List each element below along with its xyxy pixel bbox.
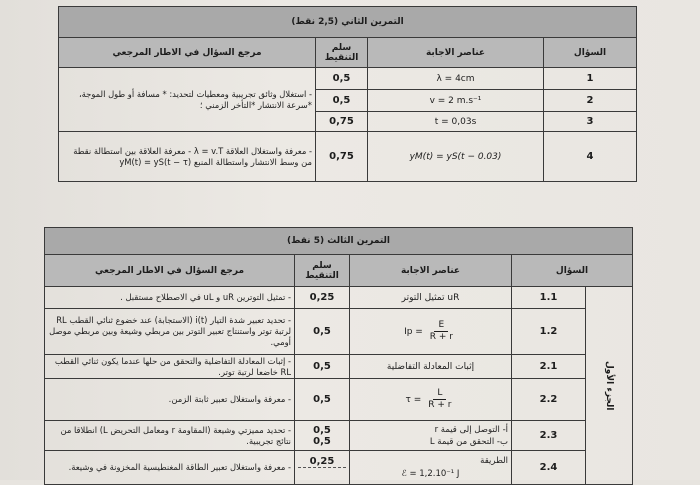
- points-b: 0,5: [313, 435, 331, 447]
- fraction: [426, 320, 457, 343]
- points-cell: 0,25: [295, 287, 350, 309]
- header-points: سلم التنقيط: [295, 255, 350, 287]
- header-question: السؤال: [512, 255, 633, 287]
- fraction-denominator: R + r: [428, 400, 452, 410]
- ref-block-2: - معرفة واستغلال العلاقة λ = v.T - معرفة العلاقة بين استطالة نقطة من وسط الانتشار واستطالة المنبع yM(t) = yS(t − τ): [59, 132, 316, 182]
- points-cell: 0,5: [295, 355, 350, 379]
- answer-cell: تمثيل التوتر uR: [350, 287, 512, 309]
- question-number: 2.3: [512, 421, 586, 451]
- header-answers: عناصر الاجابة: [350, 255, 512, 287]
- points-cell: 0,5: [316, 90, 368, 112]
- answer-lhs: Ip =: [404, 327, 423, 337]
- fraction-numerator: E: [434, 320, 448, 332]
- answer-cell: [350, 309, 512, 355]
- exercise2-table: [58, 6, 637, 182]
- question-number: 2.2: [512, 379, 586, 421]
- points-cell: [295, 451, 350, 485]
- points-cell: 0,75: [316, 132, 368, 182]
- answer-cell: t = 0,03s: [368, 112, 544, 132]
- answer-cell: إثبات المعادلة التفاضلية: [350, 355, 512, 379]
- answer-cell: v = 2 m.s⁻¹: [368, 90, 544, 112]
- points-b: [298, 467, 346, 480]
- exercise3-title: التمرين الثالث (5 نقط): [45, 228, 633, 255]
- question-number: 1: [544, 68, 637, 90]
- fraction-denominator: R + r: [429, 332, 453, 342]
- exercise3-table: [44, 227, 633, 485]
- answer-cell: [350, 451, 512, 485]
- question-number: 4: [544, 132, 637, 182]
- exercise2-title: التمرين الثاني (2,5 نقط): [59, 7, 637, 38]
- points-cell: 0,5: [295, 309, 350, 355]
- question-number: 2: [544, 90, 637, 112]
- answer-lhs: τ =: [405, 395, 422, 405]
- points-cell: [295, 421, 350, 451]
- points-cell: 0,5: [316, 68, 368, 90]
- header-points: سلم التنقيط: [316, 38, 368, 68]
- answer-cell: [350, 421, 512, 451]
- header-question: السؤال: [544, 38, 637, 68]
- question-number: 2.4: [512, 451, 586, 485]
- ref-cell: - تمثيل التوترين uR و uL في الاصطلاح مستقبل .: [45, 287, 295, 309]
- question-number: 3: [544, 112, 637, 132]
- answer-b: ℰ = 1,2.10⁻¹ J: [401, 468, 460, 479]
- header-ref: مرجع السؤال في الاطار المرجعي: [59, 38, 316, 68]
- fraction-numerator: L: [433, 388, 446, 400]
- fraction: [424, 388, 455, 411]
- answer-cell: [350, 379, 512, 421]
- ref-cell: - معرفة واستغلال تعبير الطاقة المغنطيسية المخزونة في وشيعة.: [45, 451, 295, 485]
- answer-a: أ- التوصل إلى قيمة r: [434, 424, 508, 435]
- points-cell: 0,5: [295, 379, 350, 421]
- points-a: 0,25: [309, 455, 335, 467]
- ref-cell: - تحديد مميزتي وشيعة (المقاومة r ومعامل التحريض L) انطلاقا من نتائج تجريبية.: [45, 421, 295, 451]
- points-a: 0,5: [313, 424, 331, 436]
- points-cell: 0,75: [316, 112, 368, 132]
- ref-cell: - تحديد تعبير شدة التيار i(t) (الاستجابة) عند خضوع ثنائي القطب RL لرتبة توتر واستنتاج تعبير التوتر بين مربطي وشيعة وبين مربطي موصل أومي.: [45, 309, 295, 355]
- ref-cell: - إثبات المعادلة التفاضلية والتحقق من حلها عندما يكون ثنائي القطب RL خاضعا لرتبة توتر.: [45, 355, 295, 379]
- answer-cell: λ = 4cm: [368, 68, 544, 90]
- header-ref: مرجع السؤال في الاطار المرجعي: [45, 255, 295, 287]
- question-number: 1.1: [512, 287, 586, 309]
- answer-a: الطريقة: [480, 455, 508, 466]
- part-label: الجزء الأول: [586, 287, 633, 485]
- question-number: 2.1: [512, 355, 586, 379]
- question-number: 1.2: [512, 309, 586, 355]
- ref-block-1: - استغلال وثائق تجريبية ومعطيات لتحديد: * مسافة أو طول الموجة، *سرعة الانتشار *التأخر الزمني ؛: [59, 68, 316, 132]
- ref-cell: - معرفة واستغلال تعبير ثابتة الزمن.: [45, 379, 295, 421]
- header-answers: عناصر الاجابة: [368, 38, 544, 68]
- answer-b: ب- التحقق من قيمة L: [429, 436, 508, 447]
- answer-cell: yM(t) = yS(t − 0.03): [368, 132, 544, 182]
